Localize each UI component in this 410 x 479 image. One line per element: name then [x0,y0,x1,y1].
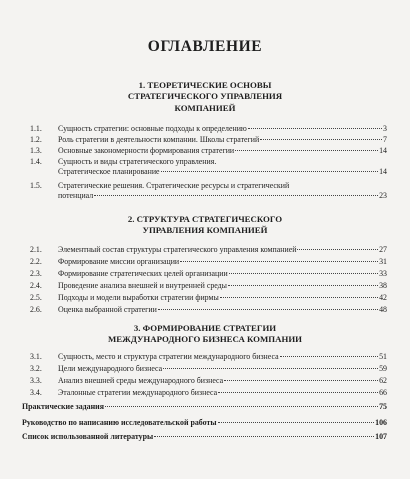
page-number: 33 [379,269,387,278]
toc-entry-1-5[interactable] [30,181,387,201]
dot-leader [260,139,382,140]
page-number: 75 [379,402,387,411]
dot-leader [94,195,378,196]
page-number: 14 [379,146,387,155]
entry-title: Основные закономерности формирования стратегии [58,146,235,155]
toc-entry-2-6[interactable] [30,305,387,315]
section-1-heading [0,80,410,114]
entry-title-line1: Сущность и виды стратегического управления. [58,157,217,166]
entry-title-line1: Стратегические решения. Стратегические ресурсы и стратегический [58,181,290,190]
entry-title: Роль стратегии в деятельности компании. Школы стратегий [58,135,260,144]
dot-leader [224,380,378,381]
entry-number: 1.5. [30,181,42,190]
dot-leader [235,150,378,151]
section-3-heading [0,323,410,346]
page-number: 14 [379,167,387,176]
page-number: 7 [383,135,387,144]
dot-leader [220,297,378,298]
entry-title: Цели международного бизнеса [58,364,163,373]
entry-number: 2.4. [30,281,42,290]
toc-entry-1-3[interactable] [30,146,387,156]
page-number: 3 [383,124,387,133]
toc-entry-2-5[interactable] [30,293,387,303]
entry-number: 3.3. [30,376,42,385]
dot-leader [218,392,378,393]
entry-number: 2.1. [30,245,42,254]
page-number: 66 [379,388,387,397]
dot-leader [163,368,378,369]
page-number: 62 [379,376,387,385]
entry-title: Сущность, место и структура стратегии международного бизнеса [58,352,279,361]
dot-leader [158,309,378,310]
section-heading-line: МЕЖДУНАРОДНОГО БИЗНЕСА КОМПАНИИ [107,334,303,345]
entry-title: Список использованной литературы [22,432,154,441]
page-number: 38 [379,281,387,290]
entry-title: Оценка выбранной стратегии [58,305,157,314]
entry-number: 1.2. [30,135,42,144]
section-heading-line: 2. СТРУКТУРА СТРАТЕГИЧЕСКОГО [127,214,283,224]
toc-entry-2-4[interactable] [30,281,387,291]
dot-leader [228,285,378,286]
entry-title: Анализ внешней среды международного бизнеса [58,376,224,385]
toc-entry-1-2[interactable] [30,135,387,145]
dot-leader [229,273,378,274]
entry-title: Эталонные стратегии международного бизнеса [58,388,218,397]
dot-leader [248,128,382,129]
entry-number: 2.3. [30,269,42,278]
toc-entry-3-1[interactable] [30,352,387,362]
dot-leader [105,406,378,407]
dot-leader [161,171,379,172]
section-2-heading [0,214,410,237]
entry-title: потенциал [58,191,94,200]
entry-number: 3.4. [30,388,42,397]
page-number: 27 [379,245,387,254]
entry-number: 1.3. [30,146,42,155]
toc-entry-3-3[interactable] [30,376,387,386]
section-heading-line: КОМПАНИЕЙ [174,102,236,113]
page-number: 23 [379,191,387,200]
dot-leader [218,422,375,423]
page-number: 51 [379,352,387,361]
entry-number: 3.2. [30,364,42,373]
page-number: 59 [379,364,387,373]
entry-number: 1.1. [30,124,42,133]
section-heading-line: УПРАВЛЕНИЯ КОМПАНИЕЙ [142,225,268,236]
entry-title: Формирование стратегических целей организации [58,269,228,278]
dot-leader [154,436,374,437]
dot-leader [180,261,378,262]
entry-number: 3.1. [30,352,42,361]
entry-title: Сущность стратегии: основные подходы к определению [58,124,247,133]
entry-title: Проведение анализа внешней и внутренней среды [58,281,227,290]
toc-entry-2-2[interactable] [30,257,387,267]
entry-title: Практические задания [22,402,104,411]
entry-title: Элементный состав структуры стратегического управления компанией [58,245,297,254]
toc-entry-bibliography[interactable] [22,432,387,442]
entry-number: 1.4. [30,157,42,166]
toc-entry-2-1[interactable] [30,245,387,255]
toc-entry-2-3[interactable] [30,269,387,279]
page-number: 48 [379,305,387,314]
page-number: 106 [375,418,387,427]
entry-title: Подходы и модели выработки стратегии фирмы [58,293,219,302]
entry-title: Руководство по написанию исследовательской работы [22,418,217,427]
dot-leader [297,249,378,250]
toc-entry-1-1[interactable] [30,124,387,134]
section-heading-line: СТРАТЕГИЧЕСКОГО УПРАВЛЕНИЯ [127,91,283,102]
section-heading-line: 3. ФОРМИРОВАНИЕ СТРАТЕГИИ [133,323,277,333]
page-number: 31 [379,257,387,266]
dot-leader [280,356,379,357]
toc-entry-guide[interactable] [22,418,387,428]
page-number: 42 [379,293,387,302]
toc-entry-practical[interactable] [22,402,387,412]
entry-title: Формирование миссии организации [58,257,180,266]
entry-title: Стратегическое планирование [58,167,160,176]
page-title: ОГЛАВЛЕНИЕ [147,38,263,55]
entry-number: 2.5. [30,293,42,302]
page-number: 107 [375,432,387,441]
toc-entry-3-2[interactable] [30,364,387,374]
toc-entry-3-4[interactable] [30,388,387,398]
section-heading-line: 1. ТЕОРЕТИЧЕСКИЕ ОСНОВЫ [138,80,272,90]
entry-number: 2.2. [30,257,42,266]
entry-number: 2.6. [30,305,42,314]
toc-entry-1-4[interactable] [30,157,387,177]
